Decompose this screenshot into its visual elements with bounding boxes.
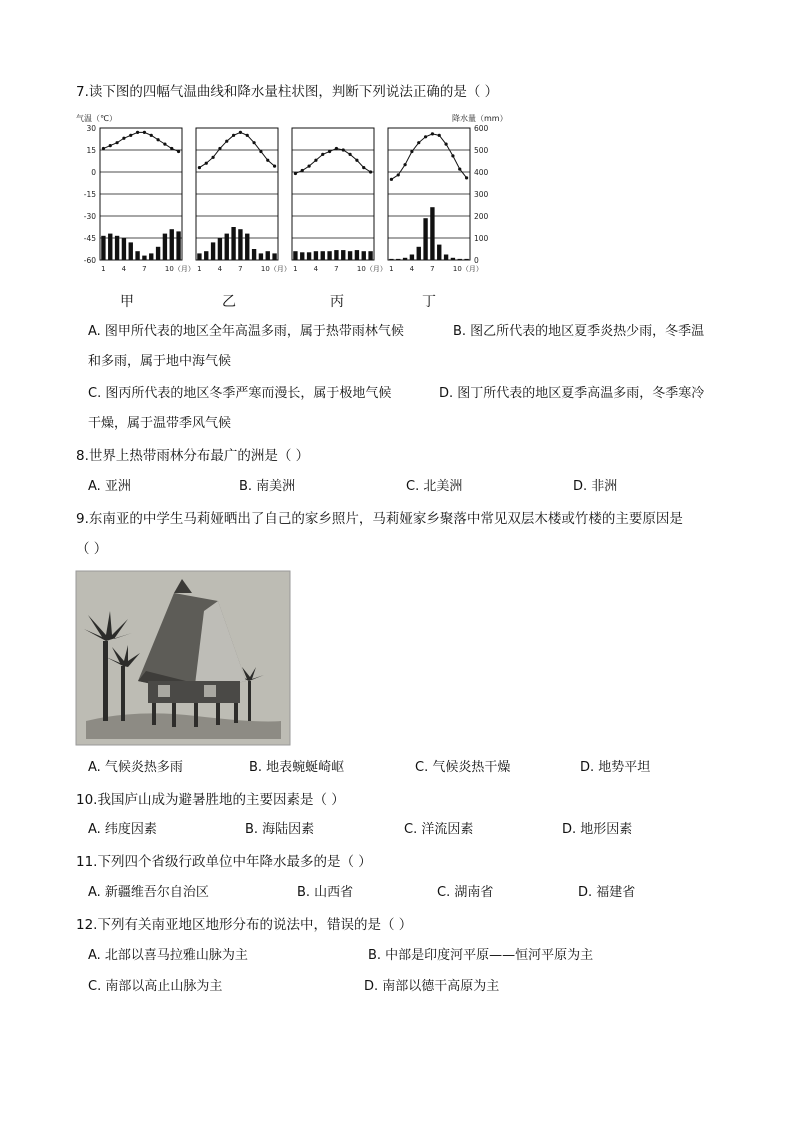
temp-point	[314, 159, 317, 162]
precip-bar	[389, 259, 393, 260]
temp-point	[403, 163, 406, 166]
month-tick-label: 10（月）	[164, 265, 195, 273]
precip-bar	[423, 218, 427, 260]
temp-point	[294, 172, 297, 175]
climate-chart-panel	[388, 128, 483, 273]
precip-bar	[341, 250, 345, 260]
temp-point	[170, 147, 173, 150]
temp-point	[205, 162, 208, 165]
temp-point	[266, 159, 269, 162]
precip-bar	[437, 245, 441, 260]
precip-bar	[245, 234, 249, 260]
precip-bar	[272, 253, 276, 260]
q8-option-c[interactable]: C. 北美洲	[406, 479, 463, 494]
q10-option-d[interactable]: D. 地形因素	[562, 822, 633, 837]
q11-option-b[interactable]: B. 山西省	[297, 885, 354, 900]
precip-bar	[327, 251, 331, 260]
temp-point	[369, 170, 372, 173]
precip-bar	[430, 207, 434, 260]
precip-bar	[211, 242, 215, 260]
caption-yi: 乙	[222, 294, 236, 310]
precip-bar	[259, 253, 263, 260]
temp-point	[335, 147, 338, 150]
precip-tick-label: 100	[474, 234, 489, 243]
q7-option-a[interactable]: A. 图甲所代表的地区全年高温多雨，属于热带雨林气候	[88, 324, 404, 339]
q10-option-a[interactable]: A. 纬度因素	[88, 822, 157, 837]
precip-bar	[300, 252, 304, 260]
precip-tick-label: 500	[474, 146, 489, 155]
precip-bar	[444, 255, 448, 261]
precip-tick-label: 400	[474, 168, 489, 177]
month-tick-label: 4	[313, 265, 319, 273]
temp-tick-label: 30	[86, 124, 96, 133]
precip-bar	[464, 259, 468, 260]
precip-ticks	[474, 124, 489, 265]
q7-option-b-cont: 和多雨，属于地中海气候	[88, 354, 232, 369]
temp-point	[225, 140, 228, 143]
precip-bar	[197, 253, 201, 260]
temp-point	[451, 154, 454, 157]
temp-tick-label: 0	[91, 168, 96, 177]
month-tick-label: 10（月）	[260, 265, 291, 273]
temp-point	[390, 178, 393, 181]
q8-option-b[interactable]: B. 南美洲	[239, 479, 296, 494]
month-tick-label: 1	[197, 265, 202, 273]
q7-option-d-cont: 干燥，属于温带季风气候	[88, 416, 232, 431]
temp-point	[273, 165, 276, 168]
precip-bar	[252, 249, 256, 260]
temp-point	[129, 134, 132, 137]
q12-option-c[interactable]: C. 南部以高止山脉为主	[88, 979, 223, 994]
precip-bar	[314, 251, 318, 260]
temp-point	[328, 150, 331, 153]
temp-point	[246, 134, 249, 137]
precip-bar	[458, 259, 462, 260]
precip-tick-label: 300	[474, 190, 489, 199]
precip-bar	[293, 251, 297, 260]
q10-stem: 10.我国庐山成为避暑胜地的主要因素是（ ）	[76, 792, 345, 808]
temp-point	[115, 141, 118, 144]
temp-point	[150, 134, 153, 137]
temp-point	[465, 176, 468, 179]
precip-bar	[238, 229, 242, 260]
month-tick-label: 7	[334, 265, 339, 273]
precip-bar	[403, 258, 407, 260]
precip-bar	[108, 234, 112, 260]
temp-point	[156, 138, 159, 141]
precip-bar	[417, 247, 421, 260]
temp-point	[259, 150, 262, 153]
q9-paren: （ ）	[76, 541, 108, 557]
precip-bar	[156, 247, 160, 260]
temp-point	[342, 148, 345, 151]
q7-option-d[interactable]: D. 图丁所代表的地区夏季高温多雨，冬季寒冷	[439, 386, 705, 401]
temp-point	[410, 150, 413, 153]
q7-option-b[interactable]: B. 图乙所代表的地区夏季炎热少雨，冬季温	[453, 324, 705, 339]
q9-stem: 9.东南亚的中学生马莉娅晒出了自己的家乡照片，马莉娅家乡聚落中常见双层木楼或竹楼的主要原因是	[76, 511, 683, 527]
temp-axis-label: 气温（℃）	[76, 114, 117, 123]
month-tick-label: 1	[101, 265, 106, 273]
month-tick-label: 4	[121, 265, 127, 273]
precip-bar	[266, 251, 270, 260]
month-tick-label: 1	[389, 265, 394, 273]
caption-jia: 甲	[120, 294, 134, 310]
month-tick-label: 10（月）	[452, 265, 483, 273]
temp-point	[301, 169, 304, 172]
temp-point	[348, 153, 351, 156]
temp-tick-label: -15	[83, 190, 96, 199]
temp-point	[239, 131, 242, 134]
precip-bar	[348, 251, 352, 260]
month-tick-label: 1	[293, 265, 298, 273]
month-tick-label: 7	[430, 265, 435, 273]
temp-point	[438, 134, 441, 137]
temp-point	[211, 156, 214, 159]
temp-point	[424, 135, 427, 138]
temp-point	[252, 141, 255, 144]
month-tick-label: 4	[409, 265, 415, 273]
temp-point	[177, 150, 180, 153]
q11-stem: 11.下列四个省级行政单位中年降水最多的是（ ）	[76, 854, 372, 870]
temp-point	[218, 147, 221, 150]
temp-point	[417, 141, 420, 144]
q11-option-d[interactable]: D. 福建省	[578, 885, 636, 900]
caption-bing: 丙	[330, 294, 344, 310]
q11-option-c[interactable]: C. 湖南省	[437, 885, 494, 900]
precip-bar	[334, 250, 338, 260]
precip-bar	[231, 227, 235, 260]
q8-option-d[interactable]: D. 非洲	[573, 479, 618, 494]
precip-tick-label: 0	[474, 256, 479, 265]
q12-stem: 12.下列有关南亚地区地形分布的说法中，错误的是（ ）	[76, 917, 413, 933]
temp-tick-label: -30	[83, 212, 96, 221]
q8-option-a[interactable]: A. 亚洲	[88, 479, 131, 494]
temp-point	[232, 134, 235, 137]
temp-point	[122, 137, 125, 140]
precip-bar	[101, 236, 105, 260]
temp-point	[198, 166, 201, 169]
q12-option-d[interactable]: D. 南部以德干高原为主	[364, 979, 500, 994]
precip-bar	[307, 252, 311, 260]
precip-bar	[135, 251, 139, 260]
q10-option-c[interactable]: C. 洋流因素	[404, 822, 474, 837]
climate-charts	[76, 112, 508, 284]
month-tick-label: 10（月）	[356, 265, 387, 273]
temp-point	[136, 131, 139, 134]
temp-point	[458, 167, 461, 170]
climate-chart-panel	[100, 128, 195, 273]
temp-tick-label: -45	[83, 234, 96, 243]
temp-point	[431, 132, 434, 135]
q10-option-b[interactable]: B. 海陆因素	[245, 822, 315, 837]
q9-option-d[interactable]: D. 地势平坦	[580, 760, 651, 775]
q9-option-a[interactable]: A. 气候炎热多雨	[88, 760, 183, 775]
precip-bar	[129, 242, 133, 260]
temp-point	[307, 165, 310, 168]
temp-tick-label: -60	[83, 256, 96, 265]
temp-point	[321, 153, 324, 156]
q9-option-b[interactable]: B. 地表蜿蜒崎岖	[249, 760, 345, 775]
temp-point	[362, 166, 365, 169]
precip-bar	[321, 251, 325, 260]
q12-option-b[interactable]: B. 中部是印度河平原——恒河平原为主	[368, 948, 594, 963]
precip-bar	[218, 238, 222, 260]
precip-tick-label: 200	[474, 212, 489, 221]
temp-point	[397, 173, 400, 176]
precip-bar	[396, 259, 400, 260]
temp-point	[109, 144, 112, 147]
precip-bar	[225, 234, 229, 260]
precip-bar	[368, 251, 372, 260]
q7-stem: 7.读下图的四幅气温曲线和降水量柱状图，判断下列说法正确的是（ ）	[76, 84, 499, 100]
temp-point	[102, 147, 105, 150]
precip-bar	[451, 258, 455, 260]
q11-option-a[interactable]: A. 新疆维吾尔自治区	[88, 885, 209, 900]
temp-ticks	[84, 124, 96, 265]
climate-chart-panel	[292, 128, 387, 273]
precip-bar	[204, 251, 208, 260]
q9-option-c[interactable]: C. 气候炎热干燥	[415, 760, 511, 775]
precip-axis-label: 降水量（mm）	[452, 114, 508, 123]
chart-panels	[100, 128, 483, 273]
temp-tick-label: 15	[86, 146, 96, 155]
climate-chart-panel	[196, 128, 291, 273]
precip-bar	[142, 256, 146, 260]
temp-point	[355, 159, 358, 162]
month-tick-label: 7	[142, 265, 147, 273]
temp-point	[143, 131, 146, 134]
q8-stem: 8.世界上热带雨林分布最广的洲是（ ）	[76, 448, 310, 464]
precip-bar	[355, 250, 359, 260]
precip-bar	[149, 253, 153, 260]
precip-bar	[362, 251, 366, 260]
caption-ding: 丁	[422, 294, 436, 310]
temp-point	[444, 143, 447, 146]
precip-tick-label: 600	[474, 124, 489, 133]
month-tick-label: 7	[238, 265, 243, 273]
precip-bar	[122, 238, 126, 260]
precip-bar	[176, 231, 180, 260]
precip-bar	[410, 255, 414, 261]
month-tick-label: 4	[217, 265, 223, 273]
stilt-house-photo	[76, 571, 290, 745]
precip-bar	[163, 234, 167, 260]
precip-bar	[115, 236, 119, 260]
temp-point	[163, 143, 166, 146]
precip-bar	[170, 229, 174, 260]
q12-option-a[interactable]: A. 北部以喜马拉雅山脉为主	[88, 948, 248, 963]
q7-option-c[interactable]: C. 图丙所代表的地区冬季严寒而漫长，属于极地气候	[88, 386, 392, 401]
